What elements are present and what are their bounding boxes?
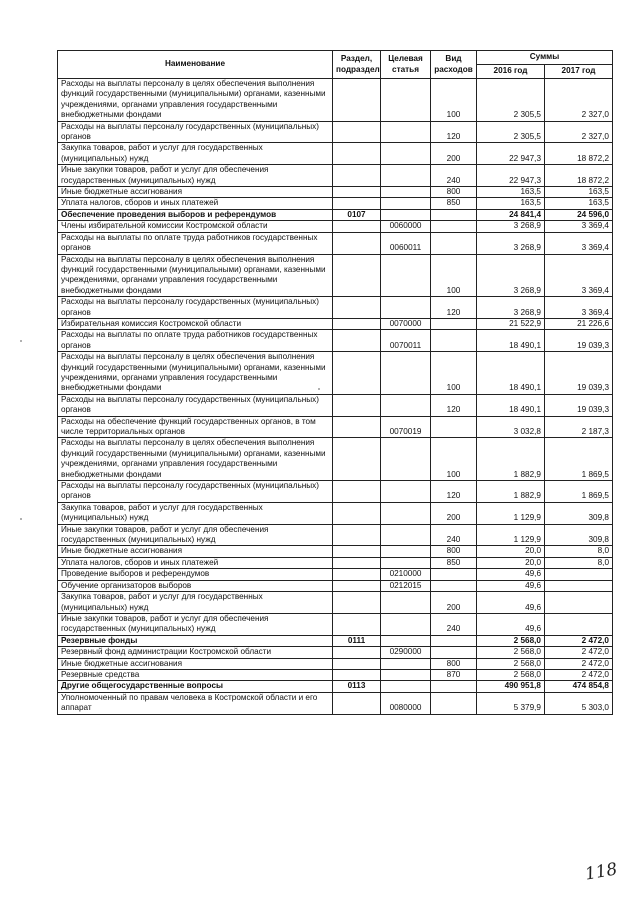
cell-name: Расходы на выплаты персоналу в целях обеспечения выполнения функций государственными (муниципальными) органами, казенными учреждениями, органами управления государственными внебюджетными фондами [58,352,333,395]
table-row [58,198,613,209]
cell-2017: 18 872,2 [545,165,613,187]
cell-section [333,318,381,329]
cell-2016: 490 951,8 [477,681,545,692]
cell-section: 0113 [333,681,381,692]
cell-type: 240 [431,165,477,187]
cell-2016: 2 568,0 [477,635,545,646]
cell-type: 100 [431,79,477,122]
cell-type: 100 [431,438,477,481]
scan-speck [20,340,22,342]
cell-target [381,165,431,187]
cell-2016: 49,6 [477,580,545,591]
cell-section [333,669,381,680]
table-row [58,165,613,187]
cell-2016: 2 568,0 [477,647,545,658]
cell-type: 200 [431,592,477,614]
cell-2017: 3 369,4 [545,297,613,319]
cell-type: 240 [431,524,477,546]
cell-2016: 163,5 [477,187,545,198]
cell-target [381,592,431,614]
cell-target [381,297,431,319]
table-row [58,546,613,557]
cell-name: Закупка товаров, работ и услуг для государственных (муниципальных) нужд [58,502,333,524]
cell-target [381,198,431,209]
cell-2016: 2 568,0 [477,658,545,669]
cell-type [431,330,477,352]
cell-name: Иные закупки товаров, работ и услуг для обеспечения государственных (муниципальных) нужд [58,165,333,187]
cell-name: Расходы на выплаты персоналу в целях обеспечения выполнения функций государственными (муниципальными) органами, казенными учреждениями, органами управления государственными внебюджетными фондами [58,79,333,122]
cell-2017: 2 472,0 [545,658,613,669]
cell-2017: 163,5 [545,198,613,209]
cell-name: Резервные средства [58,669,333,680]
cell-type: 800 [431,658,477,669]
cell-2016: 3 032,8 [477,416,545,438]
cell-2016: 3 268,9 [477,221,545,232]
cell-name: Члены избирательной комиссии Костромской области [58,221,333,232]
cell-section: 0107 [333,209,381,220]
table-body [58,79,613,715]
cell-name: Расходы на выплаты персоналу государственных (муниципальных) органов [58,297,333,319]
cell-type: 120 [431,481,477,503]
cell-target [381,79,431,122]
table-row [58,635,613,646]
cell-target: 0212015 [381,580,431,591]
cell-2016: 22 947,3 [477,165,545,187]
cell-section [333,143,381,165]
cell-name: Уплата налогов, сборов и иных платежей [58,557,333,568]
cell-section [333,658,381,669]
cell-type [431,209,477,220]
cell-2017: 19 039,3 [545,394,613,416]
cell-section [333,330,381,352]
cell-name: Закупка товаров, работ и услуг для государственных (муниципальных) нужд [58,592,333,614]
table-row [58,669,613,680]
cell-2016: 18 490,1 [477,330,545,352]
table-row [58,416,613,438]
cell-2017: 2 472,0 [545,669,613,680]
cell-name: Расходы на выплаты персоналу в целях обеспечения выполнения функций государственными (муниципальными) органами, казенными учреждениями, органами управления государственными внебюджетными фондами [58,254,333,297]
cell-target: 0070000 [381,318,431,329]
cell-section [333,546,381,557]
table-row [58,143,613,165]
cell-target [381,143,431,165]
cell-section [333,438,381,481]
table-row [58,232,613,254]
cell-2017: 1 869,5 [545,481,613,503]
cell-name: Закупка товаров, работ и услуг для государственных (муниципальных) нужд [58,143,333,165]
cell-2017: 3 369,4 [545,232,613,254]
cell-target [381,438,431,481]
cell-type: 850 [431,557,477,568]
cell-2016: 5 379,9 [477,692,545,714]
cell-target [381,635,431,646]
cell-2017: 21 226,6 [545,318,613,329]
cell-type: 850 [431,198,477,209]
cell-target [381,187,431,198]
header-section: Раздел, подраздел [333,51,381,79]
table-row [58,254,613,297]
cell-2017: 3 369,4 [545,221,613,232]
header-year-2017: 2017 год [545,65,613,79]
cell-target: 0210000 [381,569,431,580]
table-row [58,557,613,568]
cell-type: 870 [431,669,477,680]
cell-target [381,121,431,143]
cell-type [431,232,477,254]
cell-2016: 3 268,9 [477,254,545,297]
scan-speck [318,388,320,390]
cell-2017: 1 869,5 [545,438,613,481]
cell-section [333,165,381,187]
scan-speck [20,518,22,520]
table-row [58,613,613,635]
cell-section [333,221,381,232]
table-row [58,438,613,481]
cell-type: 800 [431,187,477,198]
cell-2017: 309,8 [545,502,613,524]
cell-name: Обеспечение проведения выборов и референдумов [58,209,333,220]
cell-section [333,79,381,122]
cell-2017: 163,5 [545,187,613,198]
cell-name: Расходы на обеспечение функций государственных органов, в том числе территориальных органов [58,416,333,438]
table-row [58,692,613,714]
cell-section [333,692,381,714]
cell-target: 0060011 [381,232,431,254]
cell-2017: 2 327,0 [545,121,613,143]
cell-name: Проведение выборов и референдумов [58,569,333,580]
cell-section [333,394,381,416]
cell-name: Избирательная комиссия Костромской области [58,318,333,329]
cell-type [431,416,477,438]
cell-section [333,557,381,568]
cell-section [333,592,381,614]
cell-name: Расходы на выплаты по оплате труда работников государственных органов [58,330,333,352]
cell-type [431,692,477,714]
cell-2016: 20,0 [477,557,545,568]
cell-section [333,254,381,297]
cell-type: 100 [431,352,477,395]
header-sums: Суммы [477,51,613,65]
table-row [58,580,613,591]
cell-name: Иные закупки товаров, работ и услуг для обеспечения государственных (муниципальных) нужд [58,524,333,546]
cell-name: Иные бюджетные ассигнования [58,187,333,198]
cell-2017: 24 596,0 [545,209,613,220]
cell-section [333,232,381,254]
cell-2017: 18 872,2 [545,143,613,165]
cell-target [381,613,431,635]
cell-2016: 1 882,9 [477,481,545,503]
table-row [58,121,613,143]
cell-type [431,647,477,658]
header-name: Наименование [58,51,333,79]
cell-type: 800 [431,546,477,557]
cell-2016: 3 268,9 [477,232,545,254]
cell-type [431,580,477,591]
table-row [58,318,613,329]
cell-section [333,352,381,395]
budget-document [57,50,612,715]
table-row [58,209,613,220]
cell-target: 0070011 [381,330,431,352]
cell-2017: 2 327,0 [545,79,613,122]
cell-2016: 2 568,0 [477,669,545,680]
cell-2016: 3 268,9 [477,297,545,319]
cell-target: 0080000 [381,692,431,714]
cell-2016: 18 490,1 [477,394,545,416]
cell-type: 120 [431,297,477,319]
cell-type [431,569,477,580]
cell-2017: 19 039,3 [545,352,613,395]
cell-type [431,681,477,692]
cell-section [333,416,381,438]
cell-type [431,221,477,232]
cell-2016: 163,5 [477,198,545,209]
cell-type: 120 [431,394,477,416]
cell-name: Уполномоченный по правам человека в Костромской области и его аппарат [58,692,333,714]
cell-type: 120 [431,121,477,143]
cell-section [333,297,381,319]
table-row [58,352,613,395]
cell-2017: 309,8 [545,524,613,546]
cell-section [333,121,381,143]
cell-name: Расходы на выплаты персоналу в целях обеспечения выполнения функций государственными (муниципальными) органами, казенными учреждениями, органами управления государственными внебюджетными фондами [58,438,333,481]
table-row [58,481,613,503]
table-row [58,681,613,692]
budget-table [57,50,613,715]
cell-section [333,481,381,503]
cell-2017: 19 039,3 [545,330,613,352]
table-row [58,330,613,352]
cell-2016: 2 305,5 [477,121,545,143]
cell-2016: 49,6 [477,613,545,635]
cell-2016: 49,6 [477,569,545,580]
cell-2017: 8,0 [545,546,613,557]
cell-2016: 1 129,9 [477,502,545,524]
cell-2017 [545,592,613,614]
table-row [58,394,613,416]
cell-name: Иные бюджетные ассигнования [58,658,333,669]
cell-type: 240 [431,613,477,635]
cell-name: Расходы на выплаты персоналу государственных (муниципальных) органов [58,394,333,416]
cell-target [381,681,431,692]
cell-2017: 2 187,3 [545,416,613,438]
cell-2016: 1 882,9 [477,438,545,481]
cell-section [333,613,381,635]
cell-name: Иные закупки товаров, работ и услуг для обеспечения государственных (муниципальных) нужд [58,613,333,635]
header-target: Целевая статья [381,51,431,79]
cell-name: Расходы на выплаты персоналу государственных (муниципальных) органов [58,121,333,143]
cell-2017: 474 854,8 [545,681,613,692]
table-row [58,502,613,524]
cell-name: Обучение организаторов выборов [58,580,333,591]
cell-section [333,580,381,591]
cell-name: Расходы на выплаты по оплате труда работников государственных органов [58,232,333,254]
cell-target [381,557,431,568]
cell-2016: 21 522,9 [477,318,545,329]
cell-target: 0060000 [381,221,431,232]
table-row [58,297,613,319]
cell-2016: 24 841,4 [477,209,545,220]
table-row [58,524,613,546]
table-row [58,658,613,669]
cell-2017: 3 369,4 [545,254,613,297]
cell-2016: 1 129,9 [477,524,545,546]
cell-section [333,524,381,546]
header-year-2016: 2016 год [477,65,545,79]
cell-name: Резервные фонды [58,635,333,646]
table-row [58,187,613,198]
cell-type: 200 [431,143,477,165]
cell-2017: 2 472,0 [545,635,613,646]
cell-2016: 20,0 [477,546,545,557]
page-number: 118 [583,859,619,885]
cell-2017 [545,580,613,591]
cell-2017: 2 472,0 [545,647,613,658]
cell-2016: 2 305,5 [477,79,545,122]
cell-section [333,502,381,524]
table-row [58,569,613,580]
cell-type [431,635,477,646]
cell-target [381,481,431,503]
cell-target [381,658,431,669]
cell-name: Иные бюджетные ассигнования [58,546,333,557]
table-row [58,647,613,658]
cell-type [431,318,477,329]
cell-2016: 22 947,3 [477,143,545,165]
cell-target [381,502,431,524]
cell-target [381,669,431,680]
cell-2017 [545,613,613,635]
cell-section [333,569,381,580]
table-row [58,79,613,122]
cell-target [381,352,431,395]
cell-2017: 5 303,0 [545,692,613,714]
cell-type: 100 [431,254,477,297]
cell-2017 [545,569,613,580]
cell-section: 0111 [333,635,381,646]
cell-target: 0290000 [381,647,431,658]
cell-section [333,198,381,209]
cell-target [381,209,431,220]
cell-2017: 8,0 [545,557,613,568]
cell-2016: 18 490,1 [477,352,545,395]
cell-name: Уплата налогов, сборов и иных платежей [58,198,333,209]
cell-target: 0070019 [381,416,431,438]
table-row [58,592,613,614]
cell-section [333,647,381,658]
cell-target [381,546,431,557]
cell-2016: 49,6 [477,592,545,614]
cell-name: Резервный фонд администрации Костромской области [58,647,333,658]
table-row [58,221,613,232]
cell-name: Расходы на выплаты персоналу государственных (муниципальных) органов [58,481,333,503]
cell-target [381,524,431,546]
cell-target [381,254,431,297]
cell-target [381,394,431,416]
cell-name: Другие общегосударственные вопросы [58,681,333,692]
header-type: Вид расходов [431,51,477,79]
cell-section [333,187,381,198]
cell-type: 200 [431,502,477,524]
